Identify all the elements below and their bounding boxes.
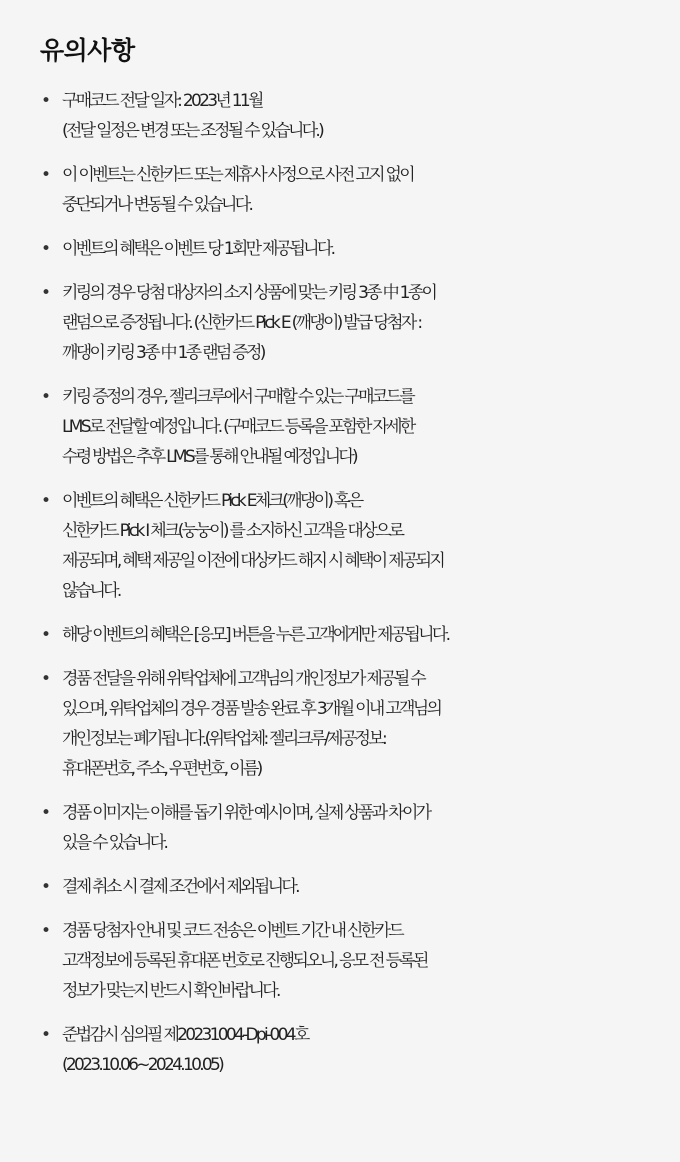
notice-item <box>40 86 680 146</box>
notice-item <box>40 1020 680 1080</box>
bullet-icon: • <box>41 921 52 941</box>
notice-item <box>40 234 680 264</box>
notice-item-line: 중단되거나 변동될 수 있습니다. <box>62 195 252 215</box>
notice-item-line: 결제 취소 시 결제 조건에서 제외됩니다. <box>62 877 298 897</box>
notice-item-line: 휴대폰번호, 주소, 우편번호, 이름) <box>62 759 261 779</box>
notice-item-line: (전달 일정은 변경 또는 조정될 수 있습니다.) <box>62 121 323 141</box>
notice-item-line: 있으며, 위탁업체의 경우 경품 발송 완료 후 3개월 이내 고객님의 <box>62 699 441 719</box>
notice-item-line: 제공되며, 혜택 제공일 이전에 대상카드 해지 시 혜택이 제공되지 <box>62 551 444 571</box>
notice-item-line: 키링의 경우 당첨 대상자의 소지 상품에 맞는 키링 3종 中 1종이 <box>62 283 436 303</box>
bullet-icon: • <box>41 625 52 645</box>
notice-item <box>40 620 680 650</box>
notice-item <box>40 382 680 472</box>
notice-item-line: 이벤트의 혜택은 이벤트 당 1회만 제공됩니다. <box>62 239 334 259</box>
notice-item <box>40 872 680 902</box>
notice-item <box>40 916 680 1006</box>
bullet-icon: • <box>41 1025 52 1045</box>
bullet-icon: • <box>41 387 52 407</box>
notice-item <box>40 160 680 220</box>
notice-title: 유의사항 <box>40 36 135 65</box>
bullet-icon: • <box>41 803 52 823</box>
notice-item-line: 해당 이벤트의 혜택은 [응모] 버튼을 누른 고객에게만 제공됩니다. <box>62 625 449 645</box>
notice-item-line: 않습니다. <box>62 581 120 601</box>
notice-item-line: 랜덤으로 증정됩니다. (신한카드 Pick E (깨댕이) 발급 당첨자 : <box>62 313 421 333</box>
notice-item-line: 수령 방법은 추후 LMS를 통해 안내될 예정입니다) <box>62 447 356 467</box>
bullet-icon: • <box>41 91 52 111</box>
bullet-icon: • <box>41 239 52 259</box>
bullet-icon: • <box>41 491 52 511</box>
notice-item-line: 키링 증정의 경우, 젤리크루에서 구매할 수 있는 구매코드를 <box>62 387 413 407</box>
bullet-icon: • <box>41 877 52 897</box>
notice-item-line: 준법감시 심의필 제20231004-Dpi-004호 <box>62 1025 308 1045</box>
notice-item-line: 있을 수 있습니다. <box>62 833 167 853</box>
notice-item <box>40 664 680 784</box>
notice-item <box>40 798 680 858</box>
notice-item-line: 신한카드 Pick I 체크(눙눙이) 를 소지하신 고객을 대상으로 <box>62 521 403 541</box>
notice-item <box>40 486 680 606</box>
notice-item <box>40 278 680 368</box>
notice-item-line: 경품 당첨자 안내 및 코드 전송은 이벤트 기간 내 신한카드 <box>62 921 402 941</box>
bullet-icon: • <box>41 669 52 689</box>
notice-item-line: 경품 이미지는 이해를 돕기 위한 예시이며, 실제 상품과 차이가 <box>62 803 430 823</box>
notice-list <box>40 86 680 1080</box>
notice-item-line: 구매코드 전달 일자: 2023년 11월 <box>62 91 262 111</box>
notice-item-line: (2023.10.06~2024.10.05) <box>62 1055 223 1075</box>
bullet-icon: • <box>41 165 52 185</box>
notice-item-line: 개인정보는 폐기됩니다.(위탁업체: 젤리크루/제공정보: <box>62 729 386 749</box>
bullet-icon: • <box>41 283 52 303</box>
notice-item-line: 정보가 맞는지 반드시 확인바랍니다. <box>62 981 279 1001</box>
notice-item-line: 이 이벤트는 신한카드 또는 제휴사 사정으로 사전 고지 없이 <box>62 165 413 185</box>
notice-item-line: 경품 전달을 위해 위탁업체에 고객님의 개인정보가 제공될 수 <box>62 669 424 689</box>
notice-item-line: 깨댕이 키링 3종 中 1종 랜덤 증정) <box>62 343 264 363</box>
notice-item-line: 고객정보에 등록된 휴대폰 번호로 진행되오니, 응모 전 등록된 <box>62 951 427 971</box>
notice-item-line: LMS로 전달할 예정입니다. (구매코드 등록을 포함한 자세한 <box>62 417 414 437</box>
notice-item-line: 이벤트의 혜택은 신한카드 Pick E체크(깨댕이) 혹은 <box>62 491 362 511</box>
